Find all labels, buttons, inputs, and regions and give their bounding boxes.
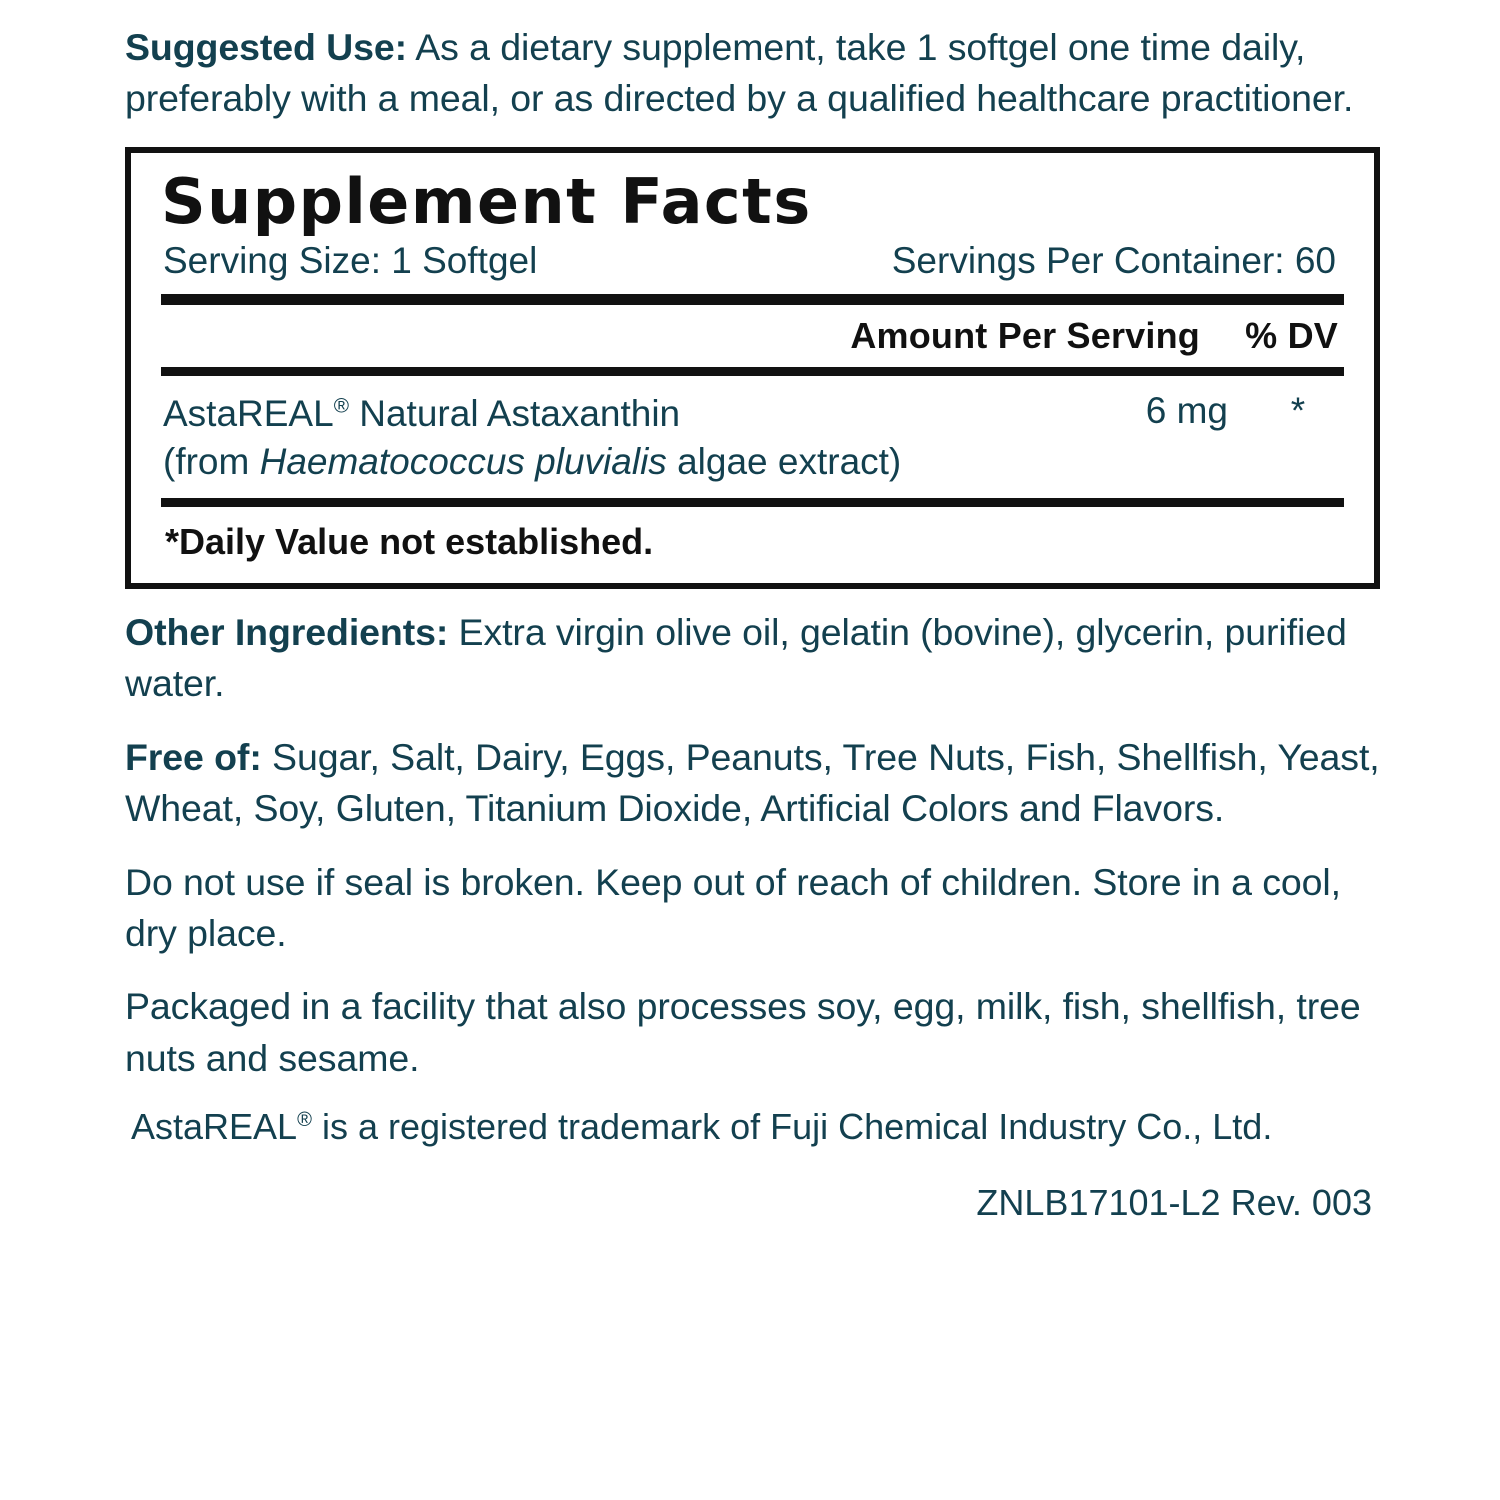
serving-size: Serving Size: 1 Softgel [163,239,538,281]
suggested-use-paragraph [125,22,1380,125]
daily-value-footnote: *Daily Value not established. [165,521,654,563]
serving-info-row [161,238,1344,282]
table-row [161,376,1344,498]
free-of-text: Sugar, Salt, Dairy, Eggs, Peanuts, Tree Nuts, Fish, Shellfish, Yeast, Wheat, Soy, Gluten, Titanium Dioxide, Artificial Colors and Flavors. [125,735,1380,830]
ingredient-daily-value: * [1290,389,1306,431]
amount-per-serving-header: Amount Per Serving [850,314,1200,356]
warning-paragraph: Do not use if seal is broken. Keep out of reach of children. Store in a cool, dry place. [125,860,1341,954]
other-ingredients-text: Extra virgin olive oil, gelatin (bovine), glycerin, purified water. [125,611,1347,705]
ingredient-name [163,390,1048,486]
supplement-facts-panel [125,147,1380,589]
label-code: ZNLB17101-L2 Rev. 003 [976,1182,1372,1224]
suggested-use-label: Suggested Use: [125,26,407,68]
servings-per-container: Servings Per Container: 60 [891,239,1336,281]
source-species: Haematococcus pluvialis [259,440,667,482]
ingredient-amount: 6 mg [1145,389,1228,431]
trademark-text: is a registered trademark of Fuji Chemical Industry Co., Ltd. [311,1106,1273,1148]
source-prefix: (from [163,440,260,482]
other-ingredients-paragraph [125,607,1380,710]
registered-mark-icon: ® [333,394,349,418]
other-ingredients-label: Other Ingredients: [125,611,449,654]
free-of-paragraph [125,732,1380,835]
ingredient-brand: AstaREAL [163,392,334,434]
amount-header-row [161,305,1344,367]
trademark-paragraph [131,1106,1380,1148]
free-of-label: Free of: [125,735,262,778]
registered-mark-icon: ® [297,1109,312,1132]
percent-dv-header: % DV [1245,314,1338,356]
suggested-use-text: As a dietary supplement, take 1 softgel one time daily, preferably with a meal, or as directed by a qualified healthcare practitioner. [125,26,1354,120]
source-suffix: algae extract) [666,440,902,482]
allergen-statement-paragraph: Packaged in a facility that also processes soy, egg, milk, fish, shellfish, tree nuts and sesame. [125,985,1361,1079]
panel-rule-bottom [161,498,1344,507]
panel-rule-top [161,294,1344,305]
trademark-brand: AstaREAL [131,1106,298,1148]
ingredient-name-rest: Natural Astaxanthin [348,392,681,434]
ingredient-source [163,438,1048,486]
panel-rule-middle [161,367,1344,376]
supplement-facts-title: Supplement Facts [161,164,812,238]
